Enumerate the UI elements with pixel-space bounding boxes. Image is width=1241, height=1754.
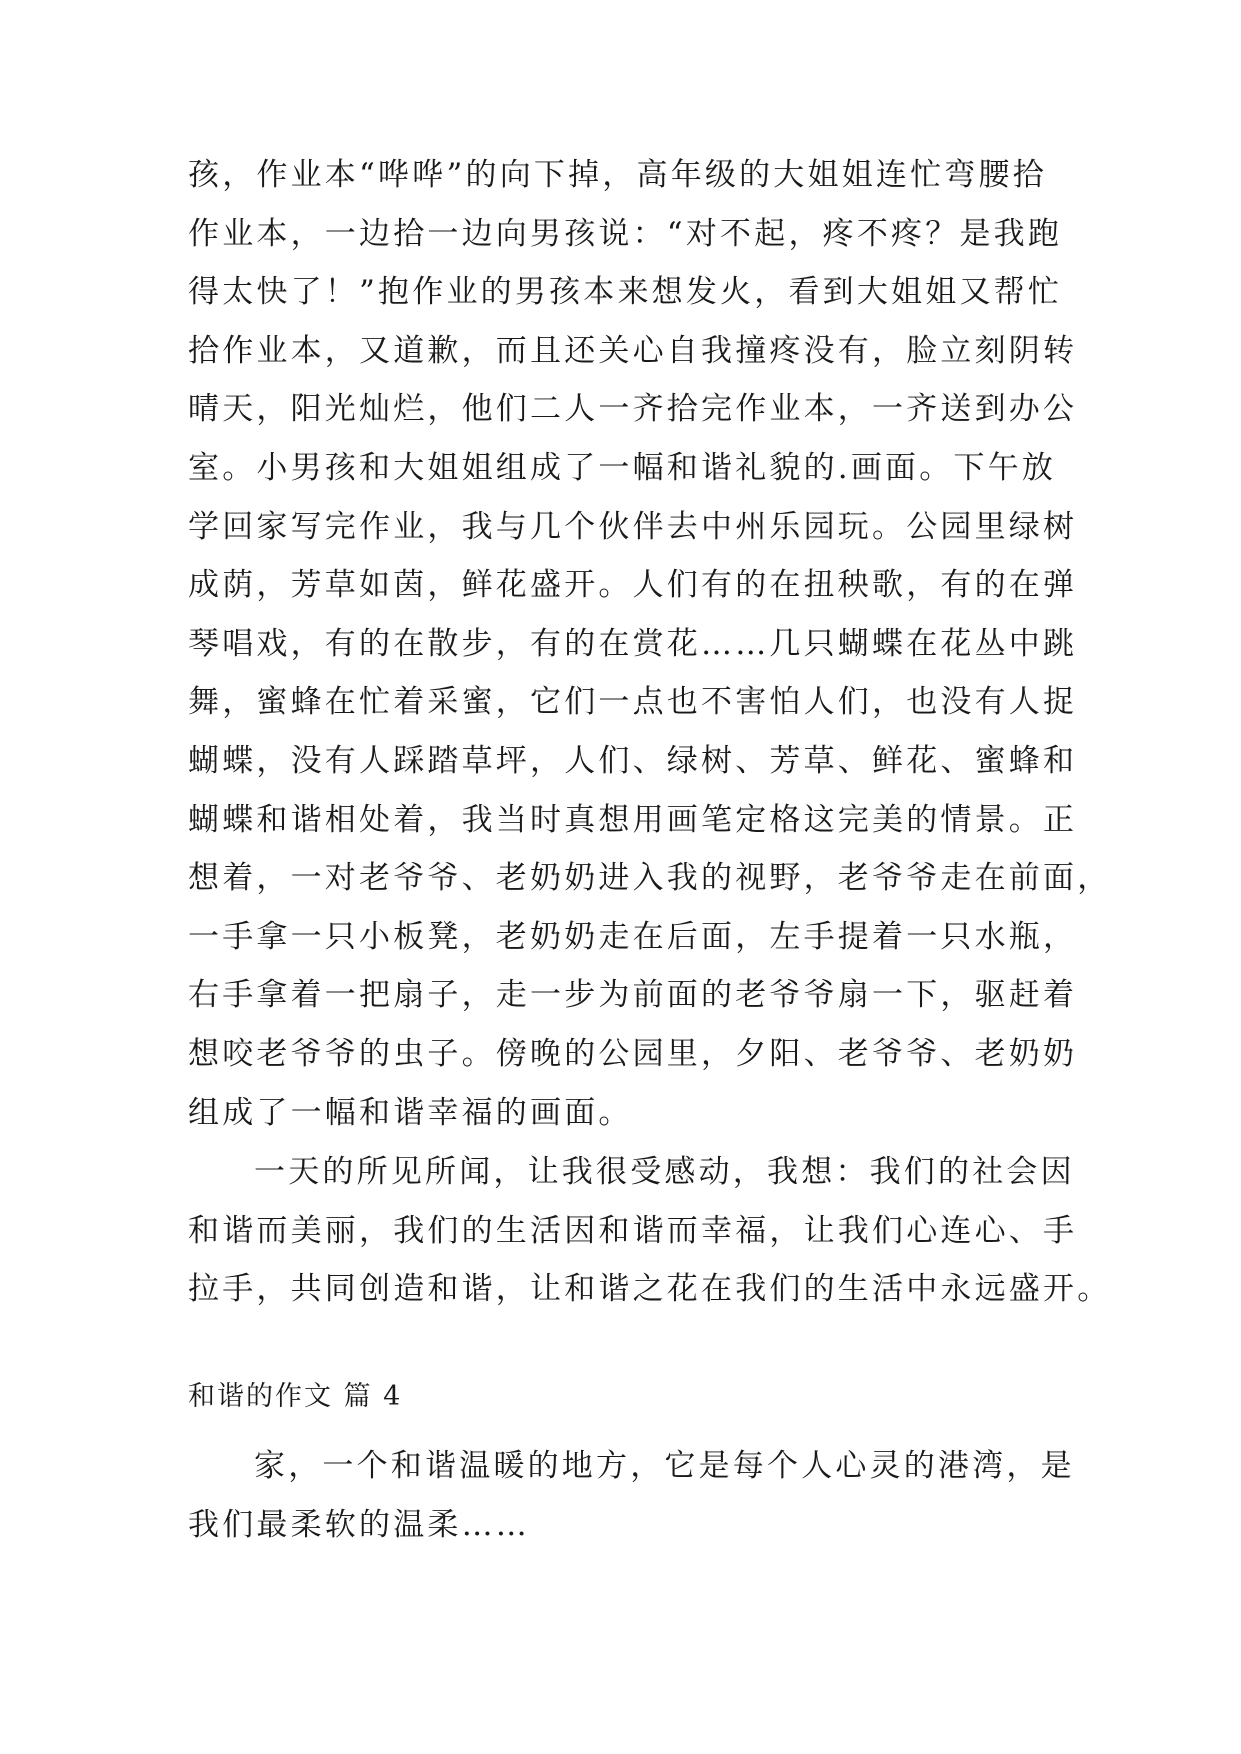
- text-line: 和谐而美丽，我们的生活因和谐而幸福，让我们心连心、手: [188, 1212, 1078, 1249]
- text-line: 一手拿一只小板凳，老奶奶走在后面，左手提着一只水瓶，: [188, 918, 1078, 955]
- text-line: 一天的所见所闻，让我很受感动，我想：我们的社会因: [254, 1154, 1075, 1190]
- text-line: 舞，蜜蜂在忙着采蜜，它们一点也不害怕人们，也没有人捉: [188, 684, 1078, 721]
- text-line: 拾作业本，又道歉，而且还关心自我撞疼没有，脸立刻阴转: [188, 332, 1078, 369]
- paragraph-2: [188, 1143, 1112, 1319]
- paragraph-1: [188, 146, 1112, 1142]
- text-line: 晴天，阳光灿烂，他们二人一齐拾完作业本，一齐送到办公: [188, 391, 1078, 428]
- text-line: 得太快了！”抱作业的男孩本来想发火，看到大姐姐又帮忙: [188, 274, 1063, 311]
- text-line: 组成了一幅和谐幸福的画面。: [188, 1094, 633, 1131]
- text-line: 蝴蝶，没有人踩踏草坪，人们、绿树、芳草、鲜花、蜜蜂和: [188, 742, 1078, 779]
- text-line: 家，一个和谐温暖的地方，它是每个人心灵的港湾，是: [254, 1448, 1075, 1484]
- section-heading: 和谐的作文 篇 4: [188, 1381, 403, 1412]
- text-line: 作业本，一边拾一边向男孩说：“对不起，疼不疼？是我跑: [188, 215, 1063, 252]
- text-line: 学回家写完作业，我与几个伙伴去中州乐园玩。公园里绿树: [188, 508, 1078, 545]
- text-line: 成荫，芳草如茵，鲜花盛开。人们有的在扭秧歌，有的在弹: [188, 567, 1078, 604]
- text-line: 想着，一对老爷爷、老奶奶进入我的视野，老爷爷走在前面，: [188, 860, 1112, 897]
- text-line: 室。小男孩和大姐姐组成了一幅和谐礼貌的.画面。下午放: [188, 449, 1057, 486]
- text-line: 想咬老爷爷的虫子。傍晚的公园里，夕阳、老爷爷、老奶奶: [188, 1035, 1078, 1072]
- text-line: 孩，作业本“哗哗”的向下掉，高年级的大姐姐连忙弯腰拾: [188, 157, 1047, 193]
- paragraph-3: [188, 1437, 1075, 1554]
- text-line: 拉手，共同创造和谐，让和谐之花在我们的生活中永远盛开。: [188, 1271, 1112, 1308]
- text-line: 右手拿着一把扇子，走一步为前面的老爷爷扇一下，驱赶着: [188, 977, 1078, 1014]
- text-line: 蝴蝶和谐相处着，我当时真想用画笔定格这完美的情景。正: [188, 801, 1078, 838]
- text-line: 琴唱戏，有的在散步，有的在赏花……几只蝴蝶在花丛中跳: [188, 625, 1078, 662]
- text-line: 我们最柔软的温柔……: [188, 1506, 530, 1543]
